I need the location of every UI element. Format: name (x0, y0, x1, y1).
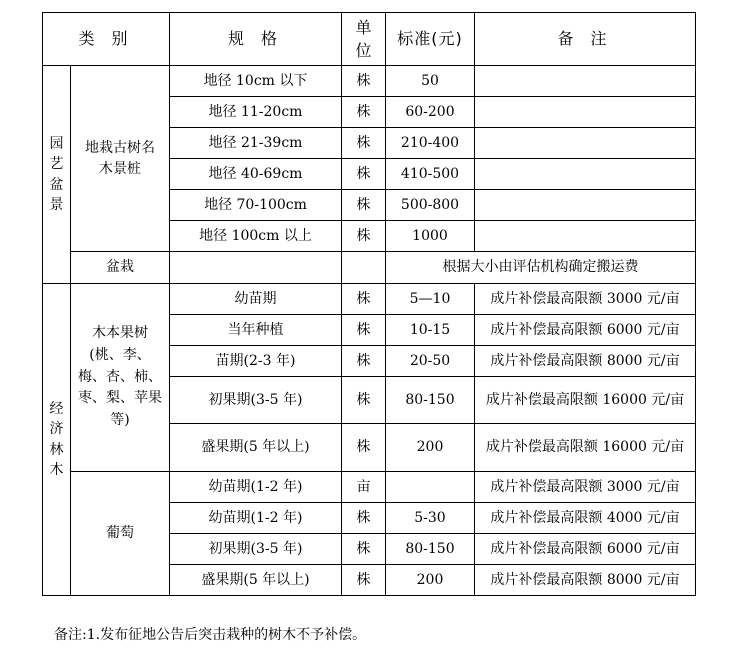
cell-remark (475, 190, 696, 221)
sub-old-trees: 地栽古树名木景桩 (71, 66, 170, 252)
cell-unit: 株 (342, 565, 386, 596)
cell-unit: 株 (342, 424, 386, 472)
cell-unit: 株 (342, 159, 386, 190)
cell-remark: 成片补偿最高限额 8000 元/亩 (475, 565, 696, 596)
sub-grapes: 葡萄 (71, 472, 170, 596)
cell-standard (386, 472, 475, 503)
group-economic: 经济林木 (43, 284, 71, 596)
cell-spec: 当年种植 (170, 315, 342, 346)
cell-remark: 成片补偿最高限额 3000 元/亩 (475, 284, 696, 315)
cell-standard: 80-150 (386, 377, 475, 424)
header-remark: 备 注 (475, 13, 696, 66)
cell-standard: 200 (386, 424, 475, 472)
header-unit: 单位 (342, 13, 386, 66)
header-standard: 标准(元) (386, 13, 475, 66)
group-garden: 园艺盆景 (43, 66, 71, 284)
table-row (43, 66, 696, 97)
cell-spec: 地径 40-69cm (170, 159, 342, 190)
cell-standard: 5-30 (386, 503, 475, 534)
cell-spec: 地径 70-100cm (170, 190, 342, 221)
cell-unit: 株 (342, 377, 386, 424)
cell-remark: 成片补偿最高限额 3000 元/亩 (475, 472, 696, 503)
cell-spec: 初果期(3-5 年) (170, 534, 342, 565)
cell-standard: 210-400 (386, 128, 475, 159)
cell-standard: 200 (386, 565, 475, 596)
header-spec: 规 格 (170, 13, 342, 66)
cell-spec: 幼苗期(1-2 年) (170, 503, 342, 534)
cell-spec: 初果期(3-5 年) (170, 377, 342, 424)
cell-spec: 地径 21-39cm (170, 128, 342, 159)
cell-remark: 成片补偿最高限额 16000 元/亩 (475, 424, 696, 472)
cell-unit: 株 (342, 346, 386, 377)
cell-remark (475, 221, 696, 252)
cell-spec (170, 252, 342, 284)
cell-remark: 成片补偿最高限额 6000 元/亩 (475, 534, 696, 565)
cell-unit: 株 (342, 534, 386, 565)
sub-fruit-trees: 木本果树(桃、李、梅、杏、柿、枣、梨、苹果等) (71, 284, 170, 472)
cell-standard: 20-50 (386, 346, 475, 377)
cell-standard: 80-150 (386, 534, 475, 565)
potted-remark: 根据大小由评估机构确定搬运费 (386, 252, 696, 284)
cell-spec: 地径 11-20cm (170, 97, 342, 128)
cell-standard: 60-200 (386, 97, 475, 128)
cell-spec: 盛果期(5 年以上) (170, 424, 342, 472)
table-row (43, 472, 696, 503)
cell-remark (475, 66, 696, 97)
footnote: 备注:1.发布征地公告后突击栽种的树木不予补偿。 (54, 627, 367, 643)
cell-remark: 成片补偿最高限额 16000 元/亩 (475, 377, 696, 424)
cell-unit: 株 (342, 66, 386, 97)
compensation-table (42, 12, 696, 596)
cell-remark (475, 159, 696, 190)
cell-unit (342, 252, 386, 284)
sub-potted: 盆栽 (71, 252, 170, 284)
cell-unit: 株 (342, 284, 386, 315)
cell-spec: 幼苗期 (170, 284, 342, 315)
header-category: 类 别 (43, 13, 170, 66)
cell-spec: 地径 100cm 以上 (170, 221, 342, 252)
cell-unit: 亩 (342, 472, 386, 503)
cell-remark (475, 128, 696, 159)
cell-standard: 5—10 (386, 284, 475, 315)
cell-remark: 成片补偿最高限额 4000 元/亩 (475, 503, 696, 534)
cell-spec: 幼苗期(1-2 年) (170, 472, 342, 503)
cell-spec: 苗期(2-3 年) (170, 346, 342, 377)
cell-remark (475, 97, 696, 128)
cell-spec: 地径 10cm 以下 (170, 66, 342, 97)
cell-unit: 株 (342, 503, 386, 534)
table-row (43, 252, 696, 284)
cell-unit: 株 (342, 315, 386, 346)
cell-unit: 株 (342, 128, 386, 159)
cell-standard: 1000 (386, 221, 475, 252)
cell-unit: 株 (342, 221, 386, 252)
cell-standard: 500-800 (386, 190, 475, 221)
cell-remark: 成片补偿最高限额 8000 元/亩 (475, 346, 696, 377)
cell-spec: 盛果期(5 年以上) (170, 565, 342, 596)
cell-standard: 410-500 (386, 159, 475, 190)
cell-standard: 10-15 (386, 315, 475, 346)
cell-unit: 株 (342, 190, 386, 221)
cell-remark: 成片补偿最高限额 6000 元/亩 (475, 315, 696, 346)
table-row (43, 284, 696, 315)
cell-standard: 50 (386, 66, 475, 97)
cell-unit: 株 (342, 97, 386, 128)
header-row (43, 13, 696, 66)
